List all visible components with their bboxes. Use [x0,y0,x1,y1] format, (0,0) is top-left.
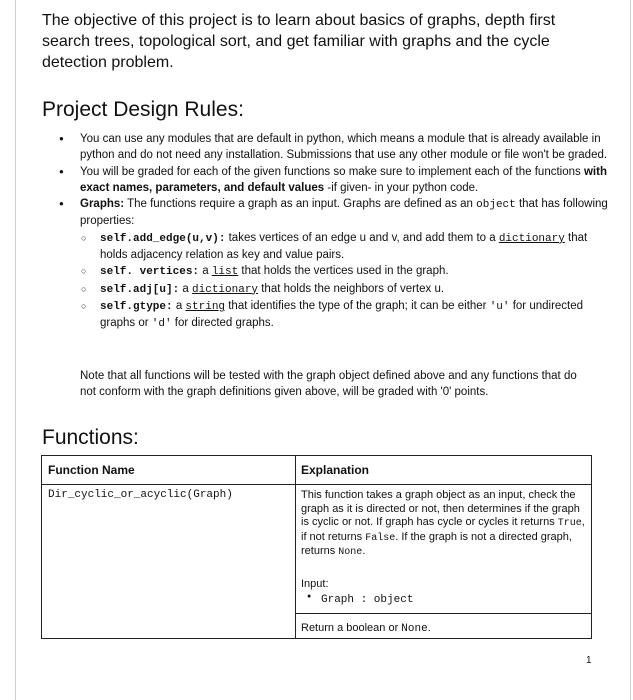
prop-vertices-link[interactable]: list [211,266,239,279]
prop-gtype-mid: that identifies the type of the graph; it can be either [225,299,490,312]
explanation-text-4: . [362,545,366,558]
return-text: Return a boolean or [301,622,402,634]
prop-adj-code: self.adj[u]: [100,283,180,296]
prop-gtype-d: 'd' [151,318,172,331]
prop-gtype-u: 'u' [489,300,510,313]
prop-vertices-post: that holds the vertices used in the graph. [238,265,449,278]
prop-adj-link[interactable]: dictionary [192,283,259,296]
col-header-function-name: Function Name [48,463,135,477]
functions-table [41,455,592,639]
prop-vertices [100,263,610,280]
return-none: None [401,623,428,635]
grading-note: Note that all functions will be tested with the graph object defined above and any functions that do not conform with the graph definitions given above, will be graded with '0' points. [80,370,577,399]
rule-graphs-post: that has following properties: [80,198,608,228]
explanation-text-2: , if not returns [301,516,585,543]
rule-modules-text: You can use any modules that are default in python, which means a module that is already available in python and do not need any installation. Submissions that use any other module or file won't be graded. [80,133,608,162]
page-edge-right [630,0,631,700]
return-post: . [427,622,431,634]
page-edge-left [15,0,16,700]
prop-gtype-code: self.gtype: [100,300,173,313]
prop-gtype-link[interactable]: string [185,300,226,313]
explanation-none: None [338,547,363,559]
prop-gtype [100,298,610,333]
prop-gtype-post: for directed graphs. [171,317,274,330]
table-return-divider [295,613,591,614]
rule-graphs-bold: Graphs: [80,198,125,211]
explanation-text-1: This function takes a graph object as an input, check the graph as it is directed or not, then determines if the graph is cyclic or not. If graph has cycle or cycles it returns [301,489,580,529]
explanation-true: True [557,518,582,530]
prop-add-edge-code: self.add_edge(u,v): [100,232,226,245]
prop-vertices-text: a [199,265,212,278]
rule-grading-post: -if given- in your python code. [324,181,479,194]
input-label: Input: [301,578,329,590]
col-header-explanation: Explanation [301,463,370,477]
prop-gtype-mid2: for undirected graphs or [100,299,584,330]
return-cell [301,622,431,635]
design-rules-heading: Project Design Rules: [42,98,244,121]
prop-add-edge-text: takes vertices of an edge u and v, and add them to a [225,231,499,244]
rule-grading [80,164,610,197]
table-header-divider [42,484,591,485]
graph-properties-list [80,230,610,333]
explanation-false: False [365,532,396,544]
prop-add-edge-post: that holds adjacency relation as key and value pairs. [100,231,588,262]
page-number: 1 [586,655,592,666]
rule-grading-text: You will be graded for each of the given functions so make sure to implement each of the functions [80,165,584,178]
rule-graphs-code: object [476,199,516,212]
rule-modules [80,131,610,164]
rule-graphs-text: The functions require a graph as an input. Graphs are defined as an [124,198,477,211]
input-item [321,593,413,606]
functions-heading: Functions: [42,426,139,449]
explanation-text-3: . If the graph is not a directed graph, returns [301,530,572,558]
function-name-cell: Dir_cyclic_or_acyclic(Graph) [48,489,233,501]
prop-gtype-text: a [172,299,186,312]
prop-adj-post: that holds the neighbors of vertex u. [258,282,445,295]
rule-graphs [80,196,610,332]
rule-grading-bold: with exact names, parameters, and default values [80,165,607,194]
explanation-cell [301,489,589,560]
input-item-text: Graph : object [321,594,414,606]
prop-adj [100,281,610,298]
design-rules-list [58,131,610,333]
prop-add-edge [100,230,610,264]
prop-add-edge-link[interactable]: dictionary [498,232,565,245]
prop-vertices-code: self. vertices: [100,266,200,279]
prop-adj-text: a [179,282,193,295]
intro-paragraph: The objective of this project is to learn about basics of graphs, depth first search trees, topological sort, and get familiar with graphs and the cycle detection problem. [42,12,556,71]
